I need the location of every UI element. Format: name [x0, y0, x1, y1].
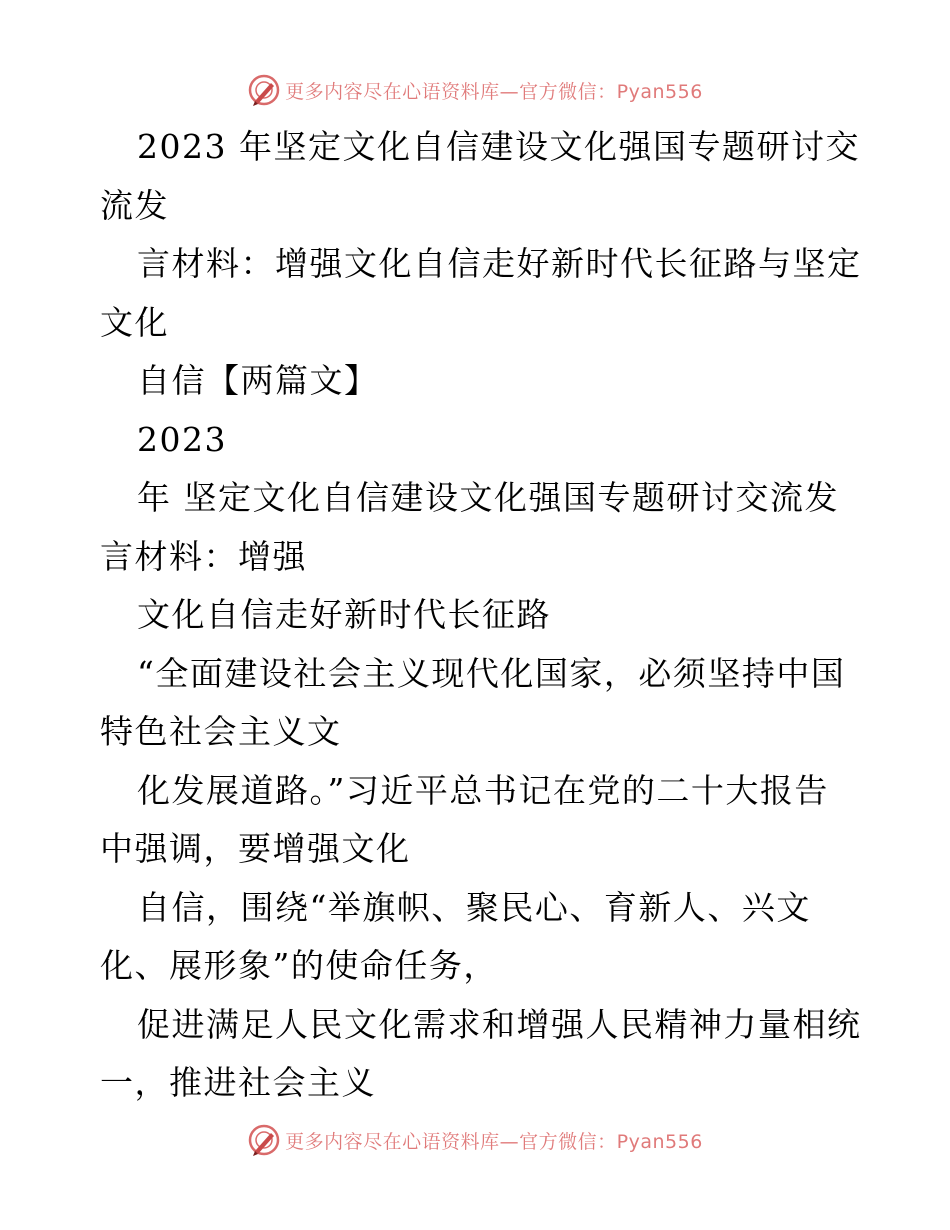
text-line: 自信，围绕“举旗帜、聚民心、育新人、兴文: [137, 887, 811, 927]
text-line: 促进满足人民文化需求和增强人民精神力量相统: [137, 1004, 862, 1044]
text-line: 特色社会主义文: [100, 712, 342, 751]
text-line: 言材料：增强: [100, 536, 307, 576]
watermark-text: 更多内容尽在心语资料库—官方微信：Pyan556: [285, 1130, 703, 1153]
text-line: 化发展道路。”习近平总书记在党的二十大报告: [137, 770, 829, 810]
text-line: 化、展形象”的使命任务，: [100, 946, 498, 985]
text-line: 文化自信走好新时代长征路: [137, 595, 551, 634]
text-line: 中强调，要增强文化: [100, 829, 411, 868]
watermark-footer: [0, 1120, 950, 1160]
text-line: 2023 年坚定文化自信建设文化强国专题研讨交: [137, 127, 860, 166]
text-line: 言材料：增强文化自信走好新时代长征路与坚定: [137, 244, 862, 283]
text-line: 自信【两篇文】: [137, 361, 379, 400]
text-line: 文化: [100, 302, 169, 342]
pen-logo-icon: [247, 1123, 281, 1157]
watermark-header: [0, 70, 950, 110]
document-body: [100, 118, 860, 1113]
pen-logo-icon: [247, 73, 281, 107]
text-line: “全面建设社会主义现代化国家，必须坚持中国: [137, 653, 846, 693]
text-line: 年 坚定文化自信建设文化强国专题研讨交流发: [137, 478, 839, 517]
text-line: 流发: [100, 185, 169, 225]
text-line: 2023: [137, 419, 227, 459]
watermark-text: 更多内容尽在心语资料库—官方微信：Pyan556: [285, 80, 703, 103]
text-line: 一，推进社会主义: [100, 1063, 376, 1102]
